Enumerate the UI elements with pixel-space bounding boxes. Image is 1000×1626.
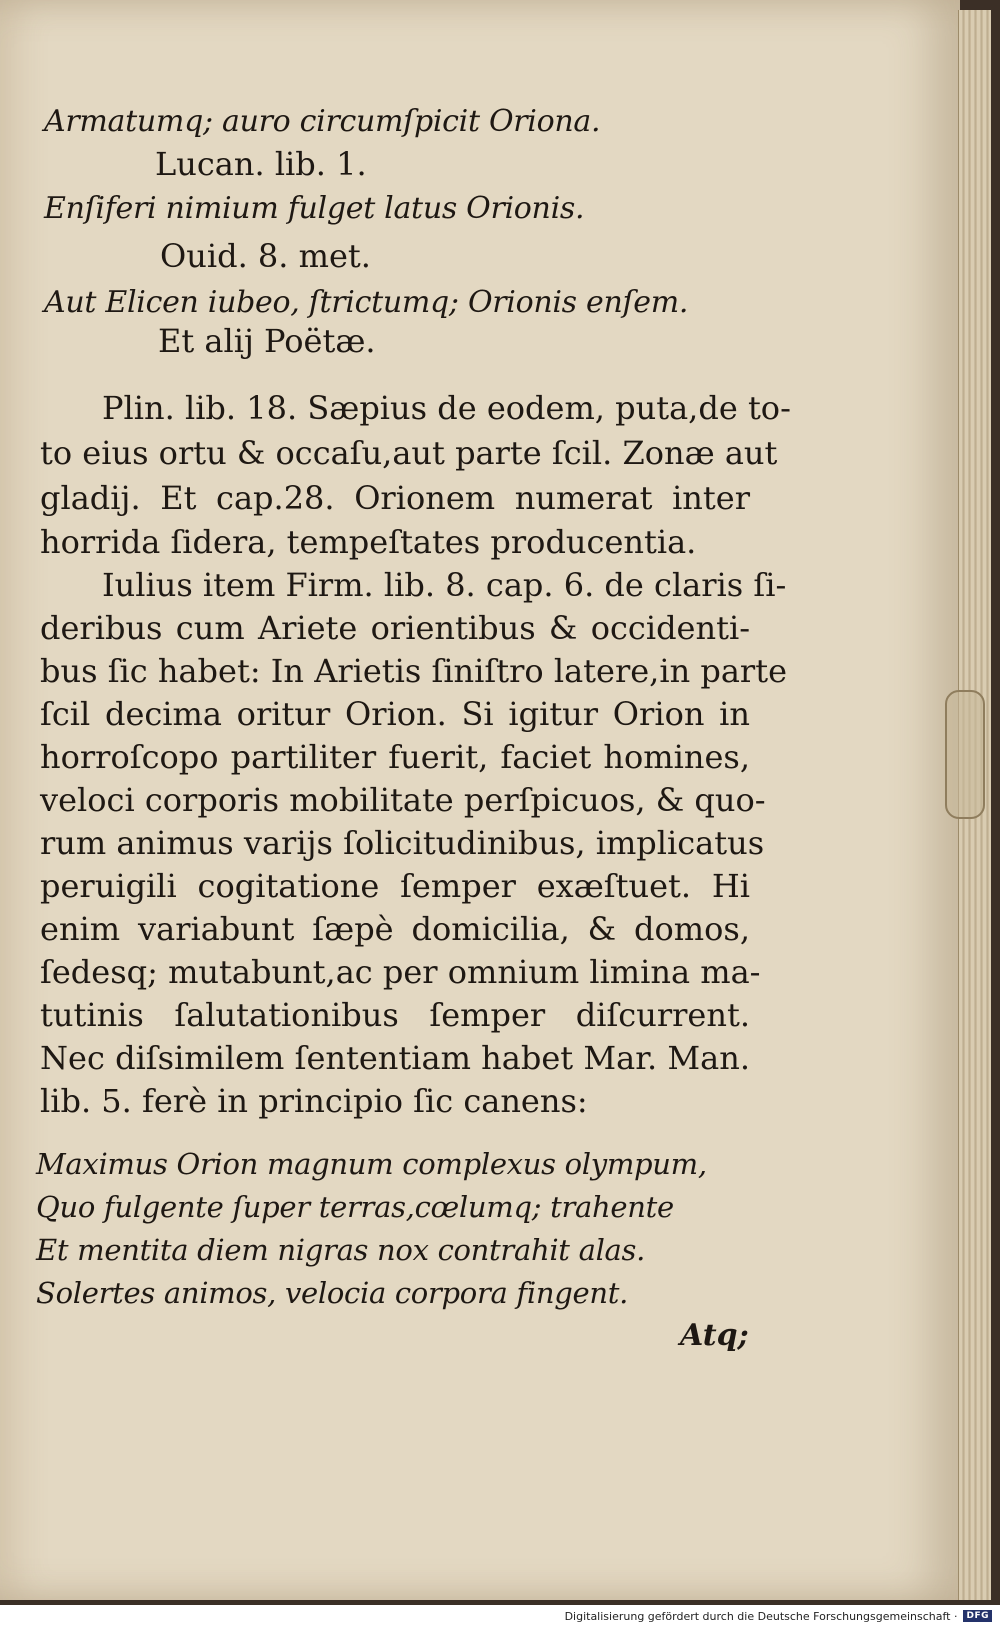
footer [565, 1608, 992, 1624]
body-line: gladij. Et cap.28. Orionem numerat inter [40, 479, 750, 517]
body-line: ſcil decima oritur Orion. Si igitur Orion in [40, 695, 750, 733]
body-line: peruigili cogitatione ſemper exæſtuet. Hi [40, 867, 750, 905]
body-line: horrida ſidera, tempeſtates producentia. [40, 523, 697, 561]
catchword: Atq; [680, 1318, 749, 1353]
verse-line: Aut Elicen iubeo, ſtrictumq; Orionis enſem. [44, 285, 689, 320]
body-line: horroſcopo partiliter fuerit, faciet homines, [40, 738, 750, 776]
verse-line: Enſiferi nimium fulget latus Orionis. [44, 191, 585, 226]
verse-line: Quo fulgente ſuper terras,cœlumq; trahente [36, 1190, 674, 1224]
body-line: ſedesq; mutabunt,ac per omnium limina ma- [40, 953, 761, 991]
citation-line: Lucan. lib. 1. [155, 145, 367, 183]
body-line: tutinis ſalutationibus ſemper diſcurrent. [40, 996, 750, 1034]
body-line: Nec diſsimilem ſententiam habet Mar. Man. [40, 1039, 750, 1077]
verse-line: Maximus Orion magnum complexus olympum, [36, 1147, 707, 1181]
citation-line: Et alij Poëtæ. [158, 322, 376, 360]
body-line: to eius ortu & occaſu,aut parte ſcil. Zonæ aut [40, 434, 778, 472]
dfg-logo: DFG [963, 1610, 992, 1622]
footer-text: Digitalisierung gefördert durch die Deutsche Forschungsgemeinschaft · [564, 1609, 958, 1623]
verse-line: Et mentita diem nigras nox contrahit alas. [36, 1233, 646, 1267]
verse-line: Solertes animos, velocia corpora fingent. [36, 1276, 628, 1310]
body-line: lib. 5. ferè in principio ſic canens: [40, 1082, 588, 1120]
body-line: rum animus varijs ſolicitudinibus, implicatus [40, 824, 765, 862]
body-line: deribus cum Ariete orientibus & occidenti- [40, 609, 750, 647]
body-line: veloci corporis mobilitate perſpicuos, & quo- [40, 781, 766, 819]
body-line: Plin. lib. 18. Sæpius de eodem, puta,de to- [102, 389, 791, 427]
body-line: enim variabunt ſæpè domicilia, & domos, [40, 910, 750, 948]
body-line: bus ſic habet: In Arietis ſiniſtro latere,in parte [40, 652, 788, 690]
verse-line: Armatumq; auro circumſpicit Oriona. [44, 104, 601, 139]
citation-line: Ouid. 8. met. [160, 237, 371, 275]
body-line: Iulius item Firm. lib. 8. cap. 6. de claris ſi- [102, 566, 787, 604]
